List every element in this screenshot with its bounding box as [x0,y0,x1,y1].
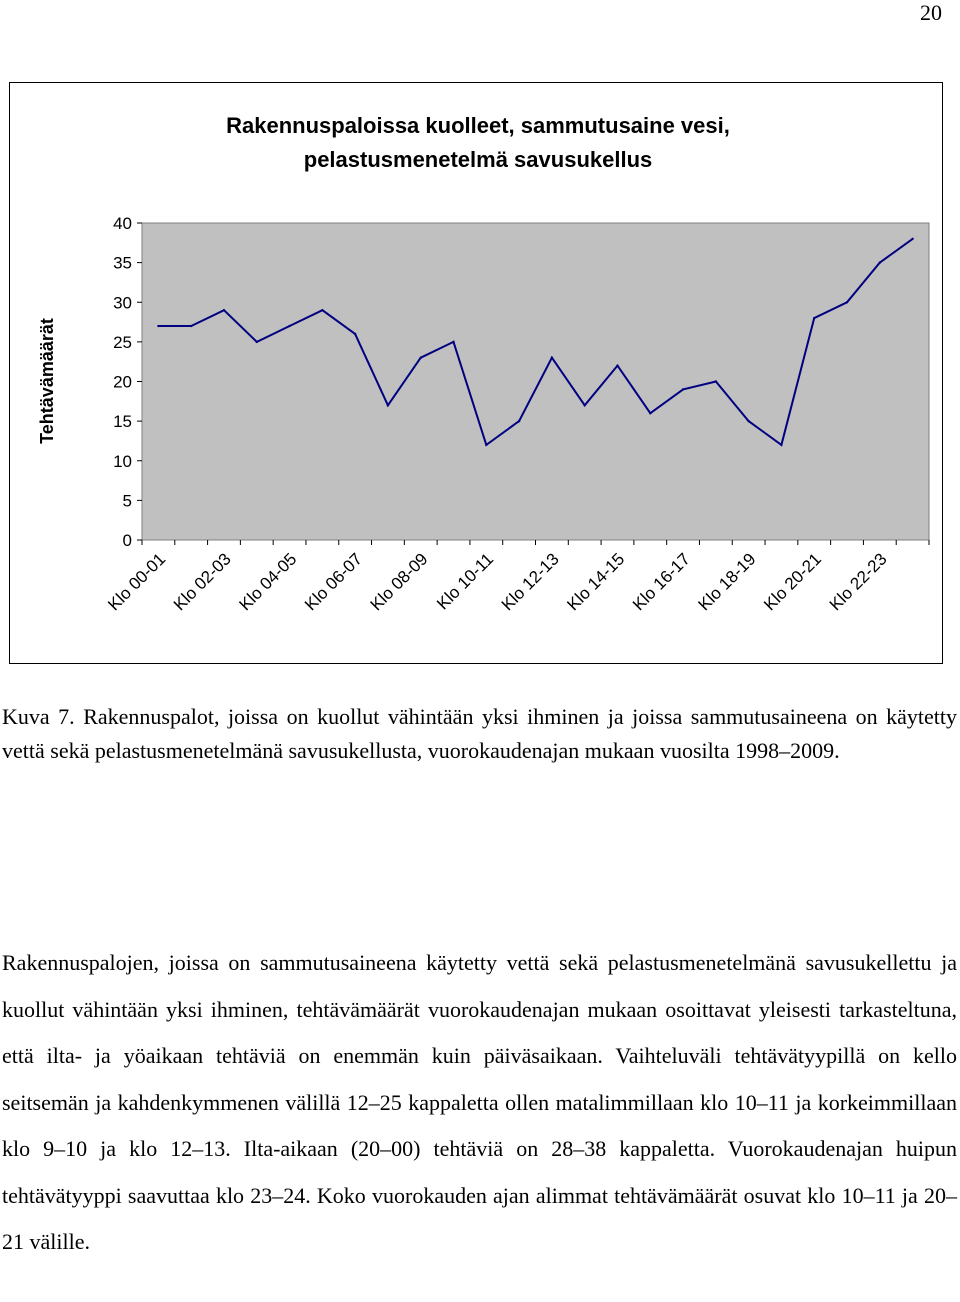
x-tick-label: Klo 14-15 [563,549,629,615]
data-point [583,404,585,406]
data-point [911,238,913,240]
x-tick-label: Klo 20-21 [760,549,826,615]
data-point [846,301,848,303]
x-tick-label: Klo 12-13 [497,549,563,615]
data-point [485,444,487,446]
data-point [321,309,323,311]
data-point [682,388,684,390]
data-point [649,412,651,414]
data-point [551,357,553,359]
x-tick-label: Klo 02-03 [169,549,235,615]
chart-title-line-2: pelastusmenetelmä savusukellus [303,147,653,172]
y-tick-label: 20 [113,372,132,392]
y-tick-label: 5 [122,491,132,511]
plot-area [142,223,929,540]
data-point [256,341,258,343]
caption-label: Kuva 7. [2,704,75,729]
data-point [354,333,356,335]
y-tick-label: 40 [113,214,132,233]
data-point [813,317,815,319]
y-tick-label: 10 [113,451,132,471]
x-tick-label: Klo 22-23 [825,549,891,615]
x-tick-label: Klo 00-01 [104,549,170,615]
page-number: 20 [920,0,942,25]
data-point [452,341,454,343]
chart-title-line-1: Rakennuspaloissa kuolleet, sammutusaine vesi, [226,113,730,138]
data-point [747,420,749,422]
y-tick-label: 25 [113,332,132,352]
x-tick-label: Klo 18-19 [694,549,760,615]
x-tick-label: Klo 08-09 [366,549,432,615]
data-point [387,404,389,406]
chart-frame [9,82,943,664]
y-tick-label: 15 [113,412,132,432]
data-point [288,325,290,327]
y-tick-label: 0 [122,531,132,550]
x-tick-label: Klo 04-05 [235,549,301,615]
data-point [616,364,618,366]
x-tick-label: Klo 10-11 [433,549,498,614]
y-tick-label: 30 [113,293,132,313]
caption-text: Rakennuspalot, joissa on kuollut vähintään yksi ihminen ja joissa sammutusaineena on käytetty vettä sekä pelastusmenetelmänä savusukellusta, vuorokaudenajan mukaan vuosilta 1998–2009. [2,704,958,763]
line-chart [10,83,942,663]
figure-caption [2,700,957,768]
data-point [879,261,881,263]
x-tick-label: Klo 06-07 [301,549,366,615]
data-point [157,325,159,327]
data-point [780,444,782,446]
body-paragraph: Rakennuspalojen, joissa on sammutusaineena käytetty vettä sekä pelastusmenetelmänä savusukellettu ja kuollut vähintään yksi ihminen, tehtävämäärät vuorokaudenajan mukaan osoittavat yleisesti tarkasteltuna, että ilta- ja yöaikaan tehtäviä on enemmän kuin päiväsaikaan. Vaihteluväli tehtävätyypillä on kello seitsemän ja kahdenkymmenen välillä 12–25 kappaletta ollen matalimmillaan klo 10–11 ja korkeimmillaan klo 9–10 ja klo 12–13. Ilta-aikaan (20–00) tehtäviä on 28–38 kappaletta. Vuorokaudenajan huipun tehtävätyyppi saavuttaa klo 23–24. Koko vuorokauden ajan alimmat tehtävämäärät osuvat klo 10–11 ja 20–21 välille. [2,950,957,1254]
y-tick-label: 35 [113,253,132,273]
data-point [715,380,717,382]
x-tick-label: Klo 16-17 [628,549,694,615]
data-point [190,325,192,327]
data-point [223,309,225,311]
data-point [518,420,520,422]
data-point [420,357,422,359]
y-axis-label: Tehtävämäärät [37,318,57,444]
